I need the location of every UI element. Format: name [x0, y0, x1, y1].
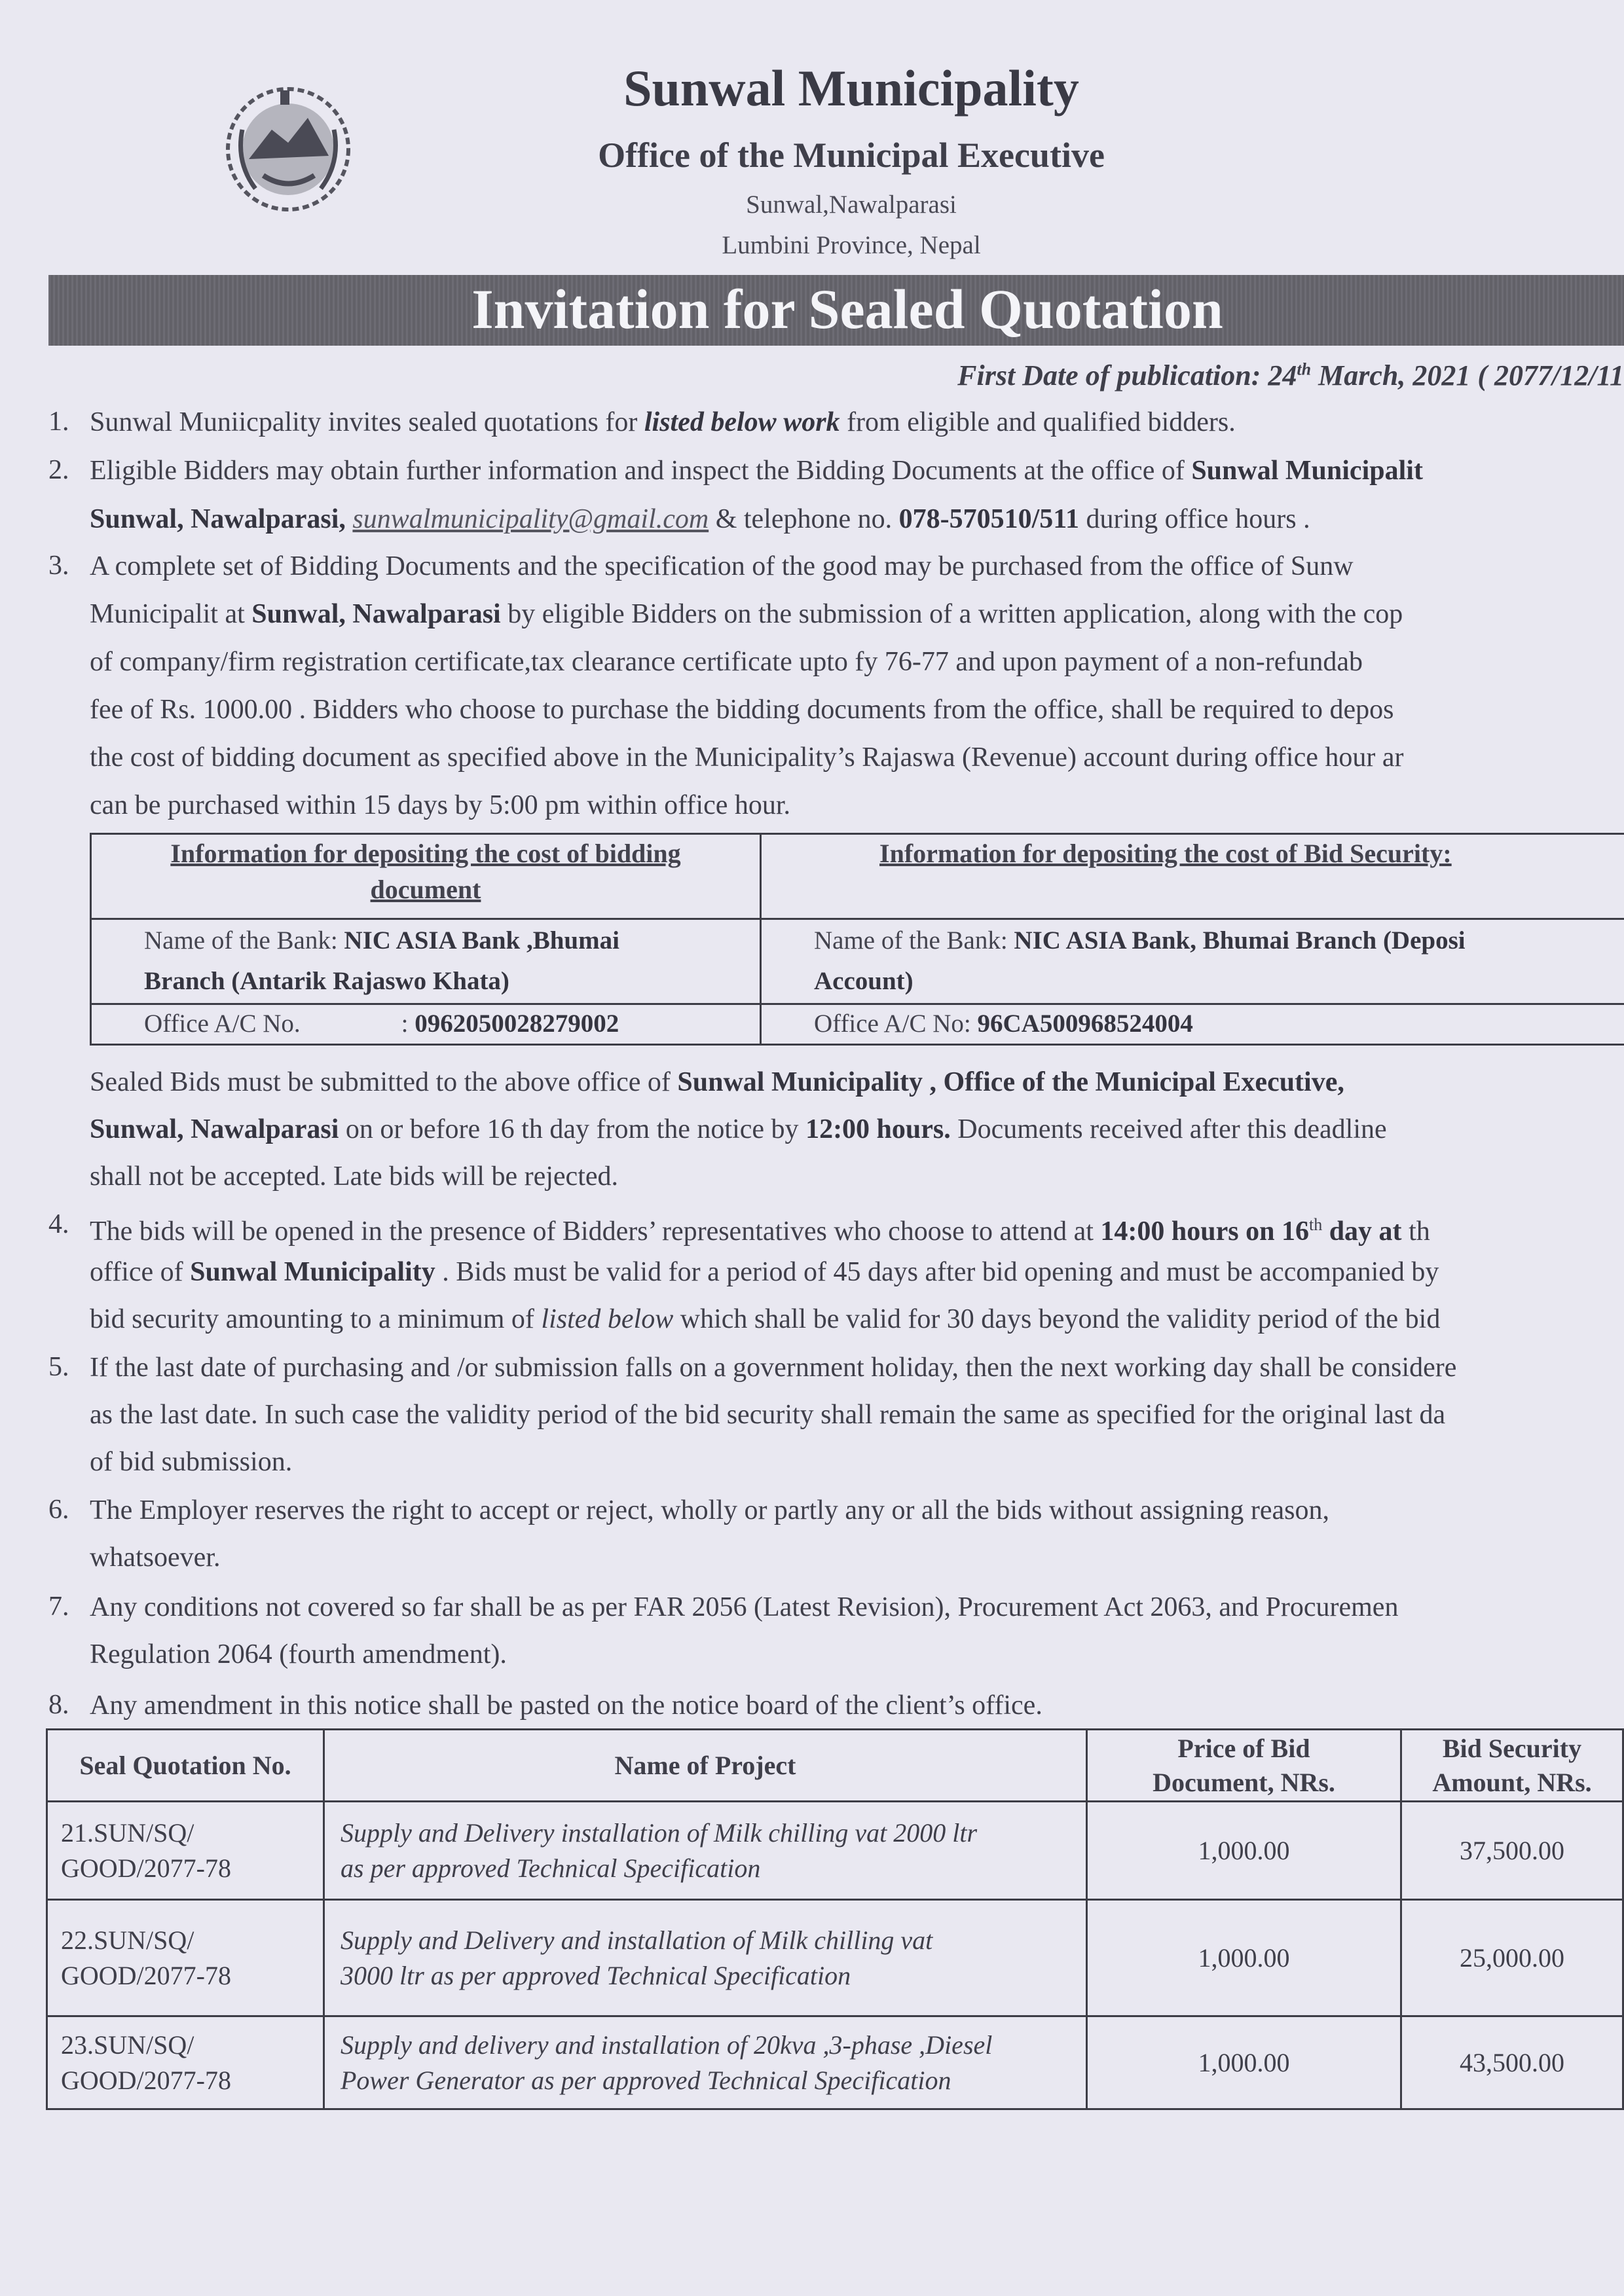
project-cell: Supply and Delivery and installation of Milk chilling vat 3000 ltr as per approved Technical Specification	[324, 1900, 1087, 2016]
point-3-line-6: can be purchased within 15 days by 5:00 pm within office hour.	[90, 790, 791, 820]
project-cell: Supply and delivery and installation of 20kva ,3-phase ,Diesel Power Generator as per approved Technical Specification	[324, 2016, 1087, 2109]
deposit-doc-header: Information for depositing the cost of bidding document	[91, 834, 761, 919]
notice-title: Invitation for Sealed Quotation	[471, 278, 1223, 340]
point-3-line-3: of company/firm registration certificate,tax clearance certificate upto fy 76-77 and upon payment of a non-refundab	[90, 647, 1363, 677]
security-cell: 25,000.00	[1401, 1900, 1623, 2016]
sealed-bids-line-2: Sunwal, Nawalparasi on or before 16 th day from the notice by 12:00 hours. Documents received after this deadline	[90, 1114, 1387, 1144]
point-3-line-2: Municipalit at Sunwal, Nawalparasi by eligible Bidders on the submission of a written application, along with the cop	[90, 599, 1403, 629]
security-bank-cell: Name of the Bank: NIC ASIA Bank, Bhumai Branch (Deposi Account)	[761, 919, 1624, 1004]
point-number: 8.	[48, 1690, 69, 1720]
address-line-2: Lumbini Province, Nepal	[722, 231, 981, 259]
quotation-no-cell: 22.SUN/SQ/ GOOD/2077-78	[47, 1900, 324, 2016]
office-subtitle: Office of the Municipal Executive	[598, 136, 1105, 175]
notice-banner	[48, 275, 1624, 346]
point-4-line-1: The bids will be opened in the presence of Bidders’ representatives who choose to attend at 14:00 hours on 16th day at th	[90, 1215, 1430, 1247]
point-6-line-2: whatsoever.	[90, 1542, 221, 1573]
security-account-cell: Office A/C No: 96CA500968524004	[761, 1004, 1624, 1045]
point-number: 2.	[48, 455, 69, 485]
deposit-security-header: Information for depositing the cost of Bid Security:	[761, 834, 1624, 919]
price-cell: 1,000.00	[1087, 2016, 1401, 2109]
point-6-line-1: The Employer reserves the right to accept or reject, wholly or partly any or all the bids without assigning reason,	[90, 1495, 1329, 1525]
price-cell: 1,000.00	[1087, 1802, 1401, 1900]
col-header-quotation-no: Seal Quotation No.	[47, 1730, 324, 1802]
col-header-price: Price of Bid Document, NRs.	[1087, 1730, 1401, 1802]
table-row	[47, 1900, 1623, 2016]
doc-account-cell: Office A/C No. : 0962050028279002	[91, 1004, 761, 1045]
security-cell: 37,500.00	[1401, 1802, 1623, 1900]
point-number: 5.	[48, 1352, 69, 1382]
municipality-title: Sunwal Municipality	[623, 60, 1079, 117]
point-number: 7.	[48, 1592, 69, 1622]
price-cell: 1,000.00	[1087, 1900, 1401, 2016]
point-3-line-4: fee of Rs. 1000.00 . Bidders who choose to purchase the bidding documents from the office, shall be required to depos	[90, 695, 1394, 725]
point-8-line-1: Any amendment in this notice shall be pasted on the notice board of the client’s office.	[90, 1690, 1043, 1721]
point-number: 3.	[48, 551, 69, 581]
sealed-bids-line-3: shall not be accepted. Late bids will be rejected.	[90, 1161, 619, 1192]
point-2-line-2: Sunwal, Nawalparasi, sunwalmunicipality@gmail.com & telephone no. 078-570510/511 during office hours .	[90, 504, 1310, 534]
quotation-no-cell: 23.SUN/SQ/ GOOD/2077-78	[47, 2016, 324, 2109]
email-link[interactable]: sunwalmunicipality@gmail.com	[352, 504, 709, 534]
publication-date: First Date of publication: 24th March, 2021 ( 2077/12/11	[957, 359, 1624, 392]
table-row	[47, 2016, 1623, 2109]
doc-bank-cell: Name of the Bank: NIC ASIA Bank ,Bhumai Branch (Antarik Rajaswo Khata)	[91, 919, 761, 1004]
project-cell: Supply and Delivery installation of Milk chilling vat 2000 ltr as per approved Technical Specification	[324, 1802, 1087, 1900]
quotation-no-cell: 21.SUN/SQ/ GOOD/2077-78	[47, 1802, 324, 1900]
point-number: 1.	[48, 407, 69, 437]
point-3-line-5: the cost of bidding document as specified above in the Municipality’s Rajaswa (Revenue) account during office hour ar	[90, 742, 1404, 773]
table-row	[47, 1802, 1623, 1900]
address-line-1: Sunwal,Nawalparasi	[746, 191, 957, 219]
col-header-security: Bid Security Amount, NRs.	[1401, 1730, 1623, 1802]
point-7-line-1: Any conditions not covered so far shall be as per FAR 2056 (Latest Revision), Procurement Act 2063, and Procuremen	[90, 1592, 1399, 1622]
point-4-line-3: bid security amounting to a minimum of listed below which shall be valid for 30 days beyond the validity period of the bid	[90, 1304, 1441, 1334]
deposit-info-table	[90, 833, 1624, 1046]
quotation-table	[46, 1728, 1624, 2110]
point-1-text: Sunwal Muniicpality invites sealed quotations for listed below work from eligible and qualified bidders.	[90, 407, 1236, 437]
point-3-line-1: A complete set of Bidding Documents and the specification of the good may be purchased from the office of Sunw	[90, 551, 1354, 581]
point-5-line-2: as the last date. In such case the validity period of the bid security shall remain the same as specified for the original last da	[90, 1400, 1446, 1430]
sealed-bids-line-1: Sealed Bids must be submitted to the above office of Sunwal Municipality , Office of the Municipal Executive,	[90, 1067, 1344, 1097]
point-4-line-2: office of Sunwal Municipality . Bids must be valid for a period of 45 days after bid opening and must be accompanied by	[90, 1257, 1439, 1287]
point-number: 4.	[48, 1209, 69, 1239]
col-header-project: Name of Project	[324, 1730, 1087, 1802]
point-7-line-2: Regulation 2064 (fourth amendment).	[90, 1639, 507, 1669]
security-cell: 43,500.00	[1401, 2016, 1623, 2109]
point-number: 6.	[48, 1495, 69, 1525]
point-5-line-3: of bid submission.	[90, 1447, 293, 1477]
point-2-line-1: Eligible Bidders may obtain further information and inspect the Bidding Documents at the office of Sunwal Municipalit	[90, 456, 1423, 486]
point-5-line-1: If the last date of purchasing and /or submission falls on a government holiday, then the next working day shall be considere	[90, 1353, 1457, 1383]
